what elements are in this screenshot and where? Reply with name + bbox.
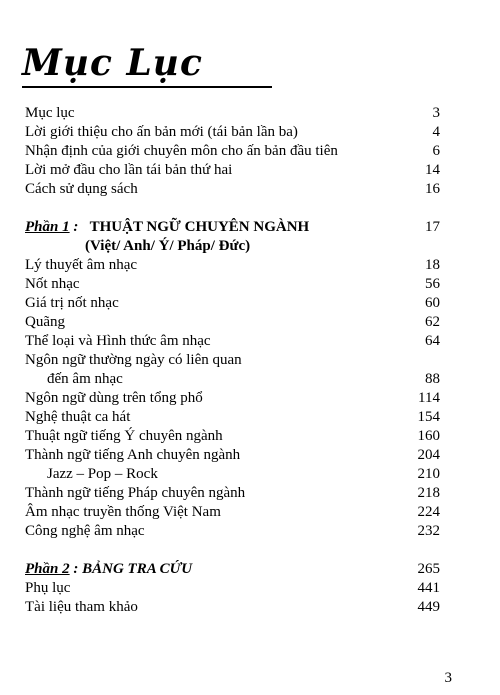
toc-entry-text: Tài liệu tham khảo — [25, 599, 138, 615]
toc-entry-page: 14 — [425, 162, 440, 178]
toc-entry-text: Thuật ngữ tiếng Ý chuyên ngành — [25, 428, 223, 444]
toc-entry — [25, 408, 440, 427]
toc-entry-text: Cách sử dụng sách — [25, 181, 138, 197]
toc-entry-text: Thành ngữ tiếng Anh chuyên ngành — [25, 447, 241, 463]
toc-entry — [25, 370, 440, 389]
toc-entry-page: 224 — [417, 504, 440, 520]
toc-entry — [25, 522, 440, 541]
toc-entry — [25, 503, 440, 522]
toc-entry — [25, 123, 440, 142]
toc-entry — [25, 465, 440, 484]
toc-entry-text: Jazz – Pop – Rock — [47, 466, 158, 482]
toc-entry — [25, 256, 440, 275]
toc-entry-text: Ngôn ngữ dùng trên tổng phổ — [25, 390, 203, 406]
toc-entry — [25, 294, 440, 313]
toc-entry-page: 160 — [417, 428, 440, 444]
toc-entry — [25, 579, 440, 598]
toc-entry-page: 114 — [418, 390, 440, 406]
toc-entry-page: 154 — [417, 409, 440, 425]
part-heading — [25, 218, 440, 237]
toc-entry — [25, 180, 440, 199]
toc-entry-page: 17 — [425, 219, 440, 235]
part-title: BẢNG TRA CỨU — [82, 561, 193, 577]
page-title: Mục Lục — [22, 42, 203, 84]
part-heading — [25, 560, 440, 579]
toc-entry-page: 232 — [417, 523, 440, 539]
toc-entry-page: 88 — [425, 371, 440, 387]
part-separator: : — [69, 219, 79, 235]
part-heading-text — [25, 219, 309, 235]
toc-entry-page: 441 — [417, 580, 440, 596]
table-of-contents — [25, 104, 440, 617]
part-subtitle-row — [25, 237, 440, 256]
toc-entry-page: 218 — [417, 485, 440, 501]
part-title: THUẬT NGỮ CHUYÊN NGÀNH — [89, 219, 310, 235]
part-separator: : — [69, 561, 79, 577]
toc-entry-text: Thành ngữ tiếng Pháp chuyên ngành — [25, 485, 246, 501]
toc-entry-page: 210 — [417, 466, 440, 482]
toc-entry-page: 6 — [432, 143, 440, 159]
part-subtitle: (Việt/ Anh/ Ý/ Pháp/ Đức) — [85, 238, 251, 254]
toc-entry — [25, 161, 440, 180]
title-underline — [22, 86, 272, 88]
toc-entry — [25, 332, 440, 351]
toc-entry-text: Lý thuyết âm nhạc — [25, 257, 138, 273]
toc-entry-page: 3 — [432, 105, 440, 121]
toc-entry-text: Lời giới thiệu cho ấn bản mới (tái bản lần ba) — [25, 124, 298, 140]
part-heading-text — [25, 561, 192, 577]
toc-entry-text: Nốt nhạc — [25, 276, 80, 292]
toc-entry-page: 60 — [425, 295, 440, 311]
toc-entry-text: Giá trị nốt nhạc — [25, 295, 119, 311]
toc-entry-text: Lời mở đầu cho lần tái bản thứ hai — [25, 162, 233, 178]
toc-entry-page: 449 — [417, 599, 440, 615]
toc-entry — [25, 313, 440, 332]
toc-entry-page: 18 — [425, 257, 440, 273]
toc-entry-text: đến âm nhạc — [47, 371, 123, 387]
toc-entry-page: 4 — [432, 124, 440, 140]
toc-entry-page: 204 — [417, 447, 440, 463]
toc-entry — [25, 351, 440, 370]
toc-entry-text: Phụ lục — [25, 580, 71, 596]
toc-entry-page: 62 — [425, 314, 440, 330]
toc-entry — [25, 446, 440, 465]
toc-entry-text: Quãng — [25, 314, 65, 330]
toc-entry-text: Thể loại và Hình thức âm nhạc — [25, 333, 211, 349]
part-label: Phần 2 — [25, 561, 70, 577]
toc-entry-text: Nhận định của giới chuyên môn cho ấn bản đầu tiên — [25, 143, 338, 159]
toc-entry-page: 265 — [417, 561, 440, 577]
toc-entry — [25, 275, 440, 294]
toc-entry — [25, 104, 440, 123]
page-number: 3 — [444, 670, 452, 686]
toc-entry-text: Công nghệ âm nhạc — [25, 523, 145, 539]
toc-entry-page: 16 — [425, 181, 440, 197]
toc-entry — [25, 142, 440, 161]
toc-entry — [25, 484, 440, 503]
toc-entry-page: 56 — [425, 276, 440, 292]
toc-entry — [25, 427, 440, 446]
part-label: Phần 1 — [25, 219, 70, 235]
toc-entry-page: 64 — [425, 333, 440, 349]
toc-entry-text: Âm nhạc truyền thống Việt Nam — [25, 504, 221, 520]
toc-entry — [25, 389, 440, 408]
toc-entry — [25, 598, 440, 617]
toc-entry-text: Mục lục — [25, 105, 75, 121]
toc-entry-text: Nghệ thuật ca hát — [25, 409, 131, 425]
toc-entry-text: Ngôn ngữ thường ngày có liên quan — [25, 352, 242, 368]
